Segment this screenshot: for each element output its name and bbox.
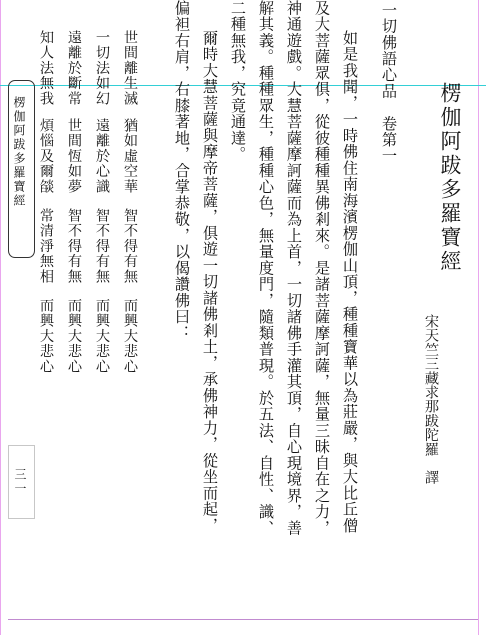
verse-phrase: 世間恆如夢 bbox=[66, 118, 82, 194]
prose-line: 及大菩薩眾俱，從彼種種異佛剎來。是諸菩薩摩訶薩，無量三昧自在之力， bbox=[313, 0, 331, 537]
translator-credit: 宋天竺三藏求那跋陀羅 譯 bbox=[423, 314, 439, 485]
page-number: 三一 bbox=[13, 468, 27, 496]
prose-line: 偏袒右肩，右膝著地，合掌恭敬，以偈讚佛曰： bbox=[173, 0, 191, 342]
verse-phrase: 煩惱及爾燄 bbox=[38, 118, 54, 194]
verse-phrase: 智不得有無 bbox=[66, 208, 82, 284]
verse-phrase: 猶如虛空華 bbox=[122, 118, 138, 194]
verse-phrase: 知人法無我 bbox=[38, 30, 54, 106]
verse-phrase: 而興大悲心 bbox=[66, 298, 82, 374]
sutra-title: 楞伽阿跋多羅寶經 bbox=[438, 82, 462, 274]
verse-phrase: 常清淨無相 bbox=[38, 208, 54, 284]
verse-phrase: 而興大悲心 bbox=[38, 298, 54, 374]
verse-phrase: 遠離於心識 bbox=[94, 118, 110, 194]
verse-phrase: 一切法如幻 bbox=[94, 30, 110, 106]
verse-phrase: 而興大悲心 bbox=[122, 298, 138, 374]
prose-line: 解其義。種種眾生，種種心色，無量度門，隨類普現。於五法、自性、識、 bbox=[257, 0, 275, 537]
prose-line: 神通遊戲。大慧菩薩摩訶薩而為上首，一切諸佛手灌其頂，自心現境界，善 bbox=[285, 0, 303, 537]
verse-phrase: 智不得有無 bbox=[94, 208, 110, 284]
verse-phrase: 世間離生滅 bbox=[122, 30, 138, 106]
verse-phrase: 遠離於斷常 bbox=[66, 30, 82, 106]
guide-line-left bbox=[0, 0, 1, 635]
prose-line: 如是我聞，一時佛住南海濱楞伽山頂，種種寶華以為莊嚴，與大比丘僧 bbox=[341, 30, 359, 534]
prose-line: 爾時大慧菩薩與摩帝菩薩，俱遊一切諸佛剎土，承佛神力，從坐而起， bbox=[201, 30, 219, 534]
side-title-text: 楞伽阿跋多羅寶經 bbox=[12, 96, 26, 208]
chapter-heading: 一切佛語心品 卷第一 bbox=[380, 2, 398, 164]
prose-line: 二種無我，究竟通達。 bbox=[229, 0, 247, 163]
guide-line-right bbox=[478, 0, 479, 635]
verse-phrase: 智不得有無 bbox=[122, 208, 138, 284]
verse-phrase: 而興大悲心 bbox=[94, 298, 110, 374]
